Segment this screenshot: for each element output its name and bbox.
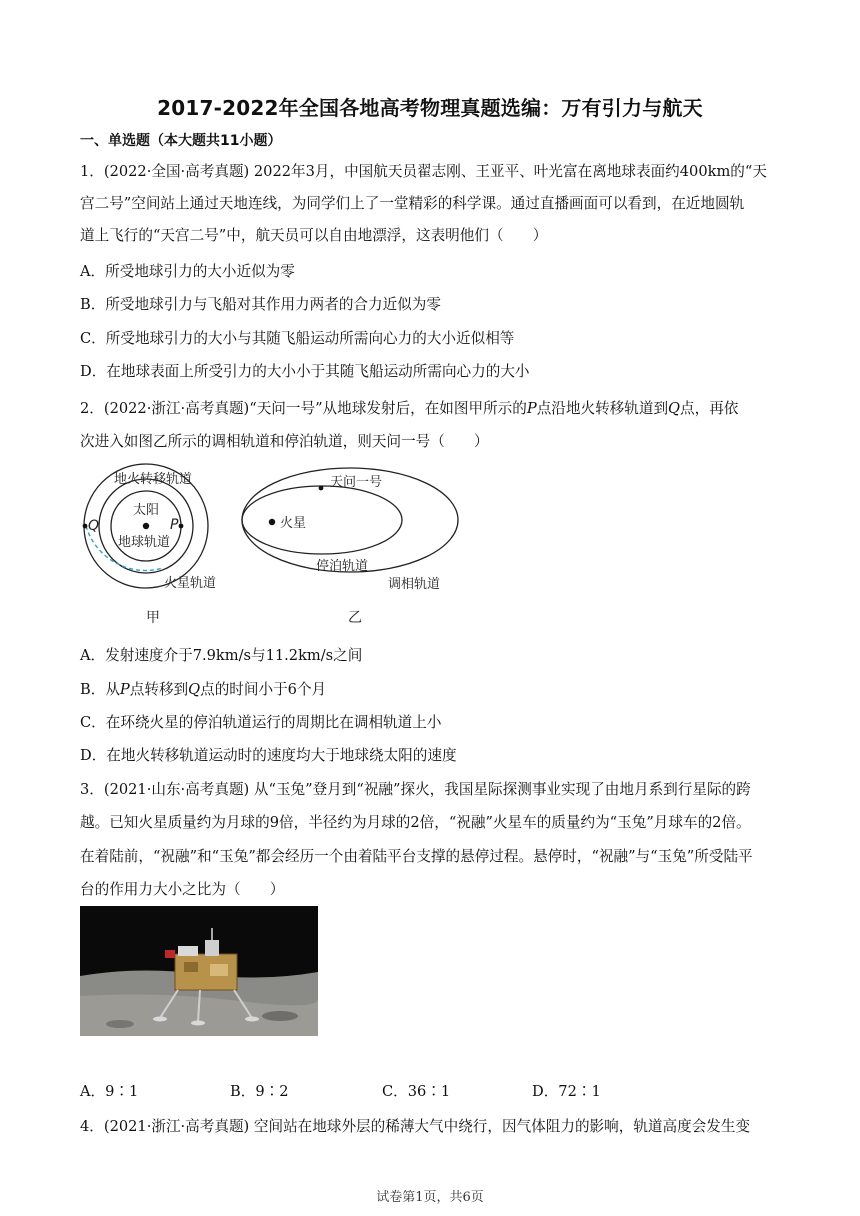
q3-option-b: B．9∶2 (230, 1083, 289, 1100)
mars-label: 火星 (280, 516, 307, 531)
q3-option-c: C．36∶1 (382, 1083, 451, 1100)
q3-option-a: A．9∶1 (80, 1083, 139, 1100)
page-title: 2017-2022年全国各地高考物理真题选编：万有引力与航天 (157, 96, 703, 120)
point-q-label: Q (88, 518, 100, 534)
tianwen-label: 天问一号 (330, 475, 383, 490)
q3-stem-line-3: 在着陆前，“祝融”和“玉兔”都会经历一个由着陆平台支撑的悬停过程。悬停时，“祝融”与“玉兔”所受陆平 (80, 848, 753, 865)
figure-jia-caption: 甲 (146, 610, 160, 626)
lander-photo (80, 906, 318, 1036)
q1-option-c: C．所受地球引力的大小与其随飞船运动所需向心力的大小近似相等 (80, 330, 515, 347)
q1-stem-line-3: 道上飞行的“天宫二号”中，航天员可以自由地漂浮，这表明他们（ ） (80, 227, 548, 244)
page-footer: 试卷第1页，共6页 (376, 1190, 484, 1205)
q1-option-a: A．所受地球引力的大小近似为零 (80, 263, 295, 280)
figure-yi-mars-orbits (238, 462, 464, 627)
point-p-label: P (170, 517, 179, 533)
q2-option-c: C．在环绕火星的停泊轨道运行的周期比在调相轨道上小 (80, 714, 442, 731)
parking-orbit-label: 停泊轨道 (316, 559, 369, 574)
q2-option-b: B．从P点转移到Q点的时间小于6个月 (80, 681, 327, 698)
q3-options-row (80, 1080, 780, 1100)
earth-orbit-label: 地球轨道 (118, 535, 171, 550)
q2-stem-line-2: 次进入如图乙所示的调相轨道和停泊轨道，则天问一号（ ） (80, 433, 489, 450)
section-heading: 一、单选题（本大题共11小题） (80, 133, 282, 149)
phasing-orbit-label: 调相轨道 (388, 577, 441, 592)
q3-stem-line-2: 越。已知火星质量约为月球的9倍，半径约为月球的2倍，“祝融”火星车的质量约为“玉兔”月球车的2倍。 (80, 814, 751, 831)
q1-stem-line-1: 1．(2022·全国·高考真题) 2022年3月，中国航天员翟志刚、王亚平、叶光富在离地球表面约400km的“天 (80, 163, 767, 180)
q3-stem-line-4: 台的作用力大小之比为（ ） (80, 881, 285, 898)
figure-jia-earth-mars-transfer (78, 462, 228, 627)
q3-stem-line-1: 3．(2021·山东·高考真题) 从“玉兔”登月到“祝融”探火，我国星际探测事业实现了由地月系到行星际的跨 (80, 781, 751, 798)
orbit-label-transfer: 地火转移轨道 (114, 472, 193, 487)
q2-stem-line-1: 2．(2022·浙江·高考真题)“天问一号”从地球发射后，在如图甲所示的P点沿地火转移轨道到Q点，再依 (80, 400, 739, 417)
q1-stem-line-2: 宫二号”空间站上通过天地连线，为同学们上了一堂精彩的科学课。通过直播画面可以看到，在近地圆轨 (80, 195, 745, 212)
q4-stem-line-1: 4．(2021·浙江·高考真题) 空间站在地球外层的稀薄大气中绕行，因气体阻力的影响，轨道高度会发生变 (80, 1118, 751, 1135)
q1-option-d: D．在地球表面上所受引力的大小小于其随飞船运动所需向心力的大小 (80, 363, 530, 380)
figure-yi-caption: 乙 (348, 610, 362, 626)
q2-option-a: A．发射速度介于7.9km/s与11.2km/s之间 (80, 647, 363, 664)
mars-orbit-label: 火星轨道 (164, 576, 217, 591)
q2-option-d: D．在地火转移轨道运动时的速度均大于地球绕太阳的速度 (80, 747, 457, 764)
sun-label: 太阳 (133, 503, 160, 518)
q1-option-b: B．所受地球引力与飞船对其作用力两者的合力近似为零 (80, 296, 441, 313)
q3-option-d: D．72∶1 (532, 1083, 601, 1100)
